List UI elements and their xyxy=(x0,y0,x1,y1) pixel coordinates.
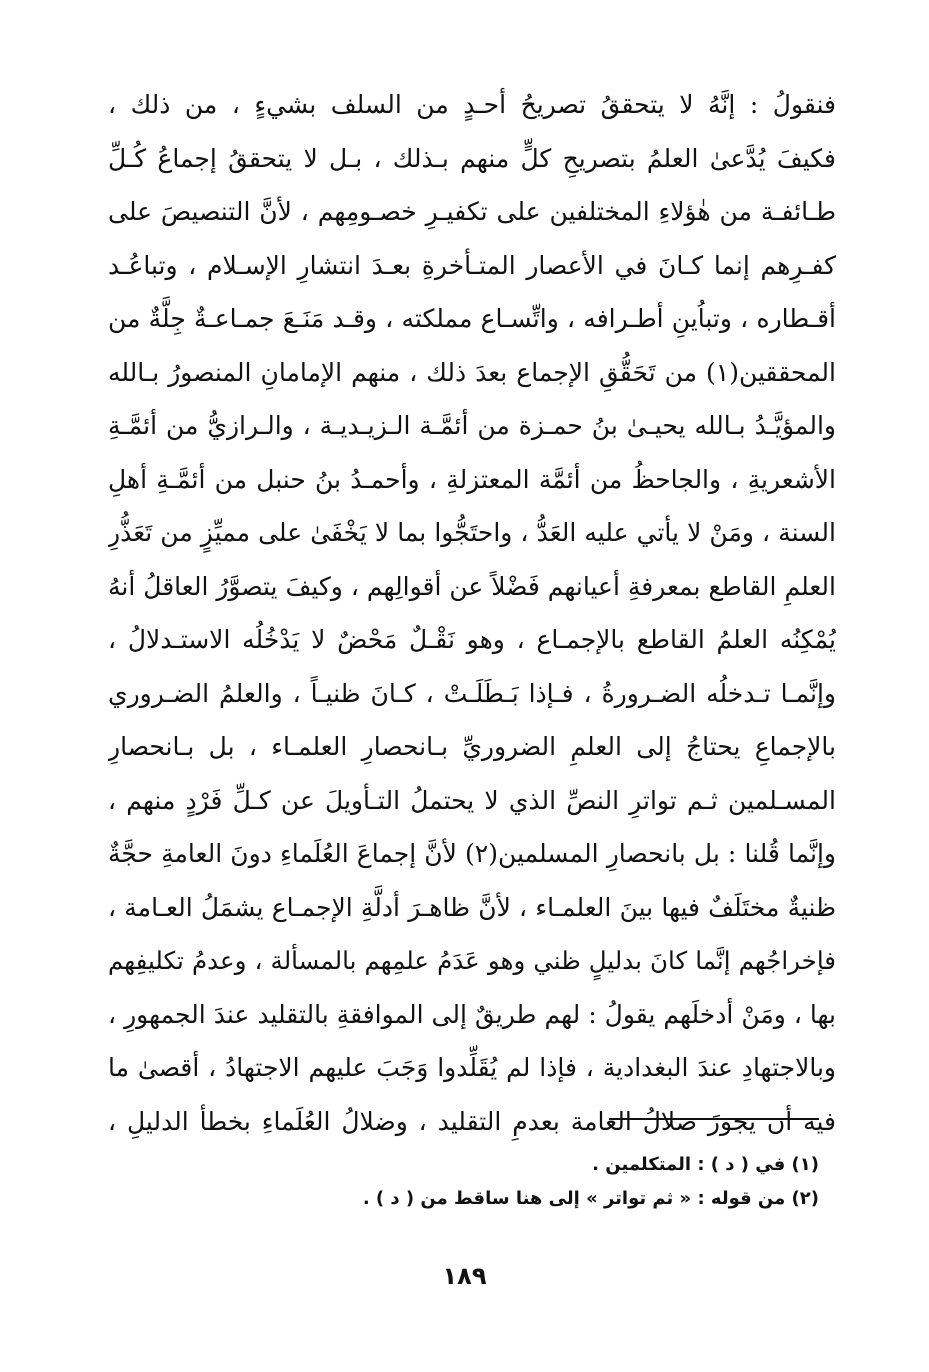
text-line: وبالاجتهادِ عندَ البغدادية ، فإذا لم يُقَلِّدوا وَجَبَ عليهم الاجتهادُ ، أقصىٰ ما xyxy=(108,1053,836,1082)
text-line: وإنَّمـا تـدخلُه الضـرورةُ ، فـإذا بَـطَلَـتْ ، كـانَ ظنيـاً ، والعلمُ الضـروري xyxy=(108,678,836,708)
footnote-separator xyxy=(609,1118,819,1120)
text-line: أقـطاره ، وتباُينِ أطـرافه ، واتِّسـاع مملكته ، وقـد مَنَـعَ جمـاعـةٌ جِلَّةٌ من xyxy=(108,304,836,333)
footnote-2: (٢) من قوله : « ثم تواتر » إلى هنا ساقط من ( د ) . xyxy=(362,1188,819,1209)
text-line: ظنيةٌ مختَلَفٌ فيها بينَ العلمـاء ، لأنَّ ظاهـرَ أدلَّةِ الإجمـاع يشمَلُ العـامة ، xyxy=(108,892,836,922)
text-line: المسـلمين ثـم تواترِ النصِّ الذي لا يحتملُ التـأويلَ عن كـلِّ فَرْدٍ منهم ، xyxy=(108,785,836,815)
text-line: الأشعريةِ ، والجاحظُ من أئمَّة المعتزلةِ ، وأحمـدُ بنُ حنبل من أئمَّـةِ أهلِ xyxy=(108,464,836,494)
main-text xyxy=(108,78,836,1148)
text-line: طـائفـة من هٰؤلاءِ المختلفين على تكفيـرِ خصـومِهم ، لأنَّ التنصيصَ على xyxy=(108,197,836,226)
footnotes xyxy=(219,1148,819,1216)
page-number: ١٨٩ xyxy=(442,1262,487,1290)
text-line: يُمْكِنُه العلمُ القاطع بالإجمـاع ، وهو نَقْـلٌ مَحْضٌ لا يَدْخُلُه الاستـدلالُ ، xyxy=(108,625,836,654)
text-line: السنة ، ومَنْ لا يأتي عليه العَدُّ ، واحتَجُّوا بما لا يَخْفَىٰ على مميِّزٍ من تَعَذُّرِ xyxy=(108,518,836,547)
footnote-1: (١) في ( د ) : المتكلمين . xyxy=(592,1154,819,1175)
text-line: العلمِ القاطع بمعرفةِ أعيانهم فَضْلاً عن أقوالِهم ، وكيفَ يتصوَّرُ العاقلُ أنهُ xyxy=(108,571,836,601)
text-line: فنقولُ : إنَّهُ لا يتحققُ تصريحُ أحـدٍ من السلف بشيءٍ ، من ذلك ، xyxy=(108,90,836,119)
text-line: وإنَّما قُلنا : بل بانحصارِ المسلمين(٢) لأنَّ إجماعَ العُلَماءِ دونَ العامةِ حجَّةٌ xyxy=(108,839,836,868)
text-line: فإخراجُهم إنَّما كانَ بدليلٍ ظني وهو عَدَمُ علمِهم بالمسألة ، وعدمُ تكليفِهم xyxy=(108,946,836,975)
text-line: المحققين(١) من تَحَقُّقِ الإجماع بعدَ ذلك ، منهم الإمامانِ المنصورُ بـالله xyxy=(108,357,836,387)
text-line: بها ، ومَنْ أدخلَهم يقولُ : لهم طريقٌ إلى الموافقةِ بالتقليد عندَ الجمهورِ ، xyxy=(108,999,836,1029)
text-line: كفـرِهم إنما كـانَ في الأعصار المتـأخرةِ بعـدَ انتشارِ الإسـلام ، وتباعُـد xyxy=(108,250,836,280)
text-line: بالإجماعِ يحتاجُ إلى العلمِ الضروريِّ بـانحصارِ العلمـاء ، بل بـانحصارِ xyxy=(108,732,836,761)
text-line: فيه أن يجوزَ ضلالُ العامة بعدمِ التقليد ، وضلالُ العُلَماءِ بخطأ الدليلِ ، xyxy=(108,1106,836,1136)
text-line: فكيفَ يُدَّعىٰ العلمُ بتصريحِ كلٍّ منهم بـذلك ، بـل لا يتحققُ إجماعُ كُـلِّ xyxy=(108,143,836,173)
text-line: والمؤيَّـدُ بـالله يحيـىٰ بنُ حمـزة من أئمَّـة الـزيـديـة ، والـرازيُّ من أئمَّـةِ xyxy=(108,411,836,440)
